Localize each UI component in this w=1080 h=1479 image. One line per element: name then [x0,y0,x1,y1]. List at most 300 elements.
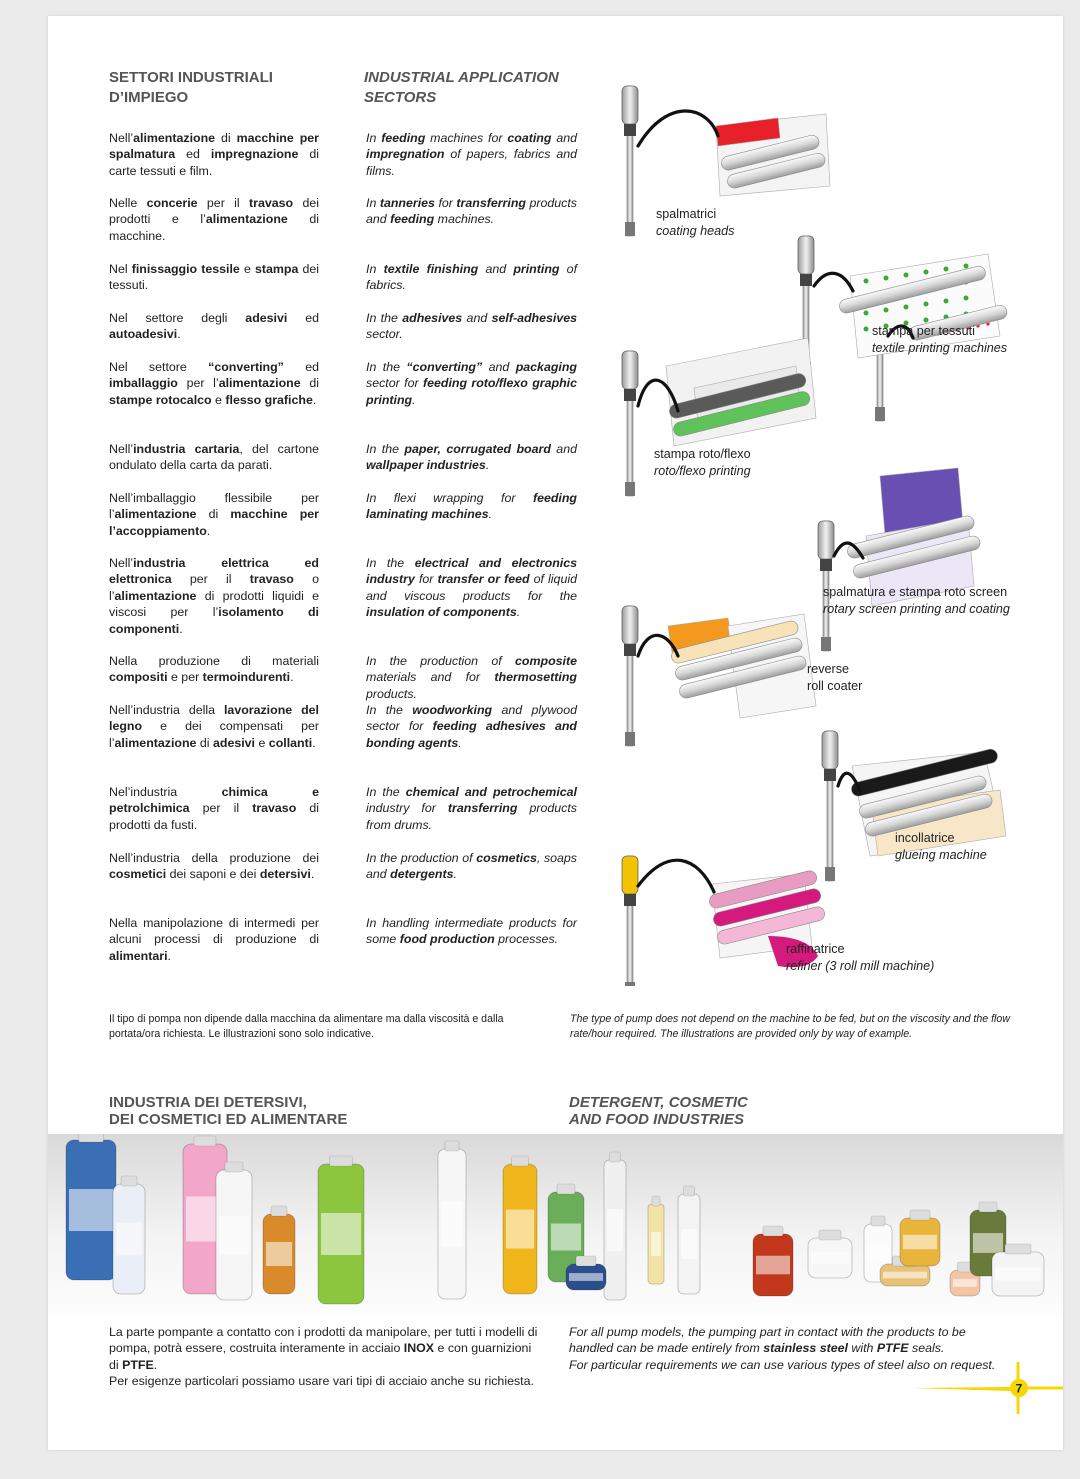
pump-motor [822,731,838,769]
bold-text: alimentazione [218,376,301,391]
bold-text: termoindurenti [202,670,291,685]
bold-text: travaso [249,572,294,587]
bold-text: macchine per spalmatura [109,131,320,162]
text: di macchine. [109,212,319,243]
text: dei tessuti. [109,262,320,293]
jar-liquid-soap-cap [271,1206,287,1216]
text: per il [189,801,253,816]
text: ed [175,147,211,162]
bottle-serum-pink-cap [684,1186,695,1196]
text: La parte pompante a contatto con i prodotti da manipolare, per tutti i modelli di pompa, potrà essere, costruita interamente in acciaio [109,1325,538,1356]
yogurt-cup-white-label [867,1244,889,1261]
bold-text: adesivi [212,735,256,750]
yogurt-cup-white-cap [871,1216,885,1226]
text: In the [366,442,405,456]
bold-text: transferring [447,801,518,816]
bold-text: chimica e petrolchimica [109,785,320,816]
text: . [206,523,211,538]
text: ed [283,360,319,374]
sector-paragraph-it [109,261,319,294]
text: per il [197,196,250,210]
print-dot [944,267,949,272]
print-dot [884,308,889,313]
cup-yogurt-label [811,1252,849,1264]
industry-title-it [109,1094,347,1128]
jar-cream-blue-cap [576,1256,596,1266]
products-photo [48,1134,1063,1316]
text: of papers, fabrics and films. [366,147,577,178]
text: Nell’industria della produzione dei [109,851,319,865]
bold-text: industria elettrica ed elettronica [109,556,319,587]
machine-label-reverse-roll [807,661,862,694]
jar-pickles-label [973,1233,1003,1253]
text: In the production of [366,654,516,668]
print-dot [924,318,929,323]
machine-label-en: glueing machine [895,847,987,862]
text: e [255,735,269,750]
text: o l’ [109,572,319,603]
text: Per esigenze particolari possiamo usare vari tipi di acciaio anche su richiesta. [109,1374,534,1389]
sector-paragraph-it [109,490,319,539]
text: per il [171,572,250,587]
pump-foot [625,732,635,746]
bold-text: feeding adhesives and bonding agents [366,719,577,750]
bold-text: food production [399,932,495,947]
text: ed [287,311,319,325]
bold-text: adesivi [245,311,288,325]
pump [622,606,638,746]
text: e dei compensati per l’ [109,719,319,750]
pump-valve [624,389,636,401]
cup-dessert-cap [1005,1244,1031,1254]
text: seals. [908,1341,945,1356]
machine-label-it: raffinatrice [786,942,845,956]
machine-label-it: stampa roto/flexo [654,447,751,461]
sector-paragraph-it [109,555,319,637]
bold-text: paper, corrugated board [404,442,551,456]
pump-foot [821,637,831,651]
it-title-line1: SETTORI INDUSTRIALI [109,69,273,86]
bold-text: cosmetics [476,851,537,865]
machine-label-en: textile printing machines [872,340,1008,355]
text: In [366,262,384,276]
machine-label-refiner [786,941,934,974]
sector-paragraph-it [109,850,319,883]
machine-label-en: roto/flexo printing [654,463,751,478]
pump-valve [820,559,832,571]
bold-text: packaging [515,360,577,374]
print-dot [904,273,909,278]
print-dot [884,276,889,281]
industry-title-it-line1: INDUSTRIA DEI DETERSIVI, [109,1094,307,1111]
bold-text: “converting” [406,360,483,374]
print-dot [964,264,969,269]
jar-liquid-soap-label [266,1242,292,1266]
print-dot [964,296,969,301]
pump-valve [824,769,836,781]
jar-pickles-cap [979,1202,997,1212]
text: Nell’ [109,442,134,456]
machine-label-en: refiner (3 roll mill machine) [786,958,935,973]
machine-label-it: stampa per tessuti [872,324,975,338]
bold-text: lavorazione del legno [109,703,319,734]
page-number: 7 [1015,1381,1023,1396]
pump-valve [624,644,636,656]
text: sector. [366,327,403,342]
sector-paragraph-en [366,702,577,751]
machine-label-it: incollatrice [895,831,955,845]
bold-text: stainless steel [763,1341,848,1356]
text: For particular requirements we can use various types of steel also on request. [569,1357,996,1372]
sector-paragraph-en [366,359,577,408]
bottle-pink-softener-cap [194,1136,216,1146]
jar-jam-red-cap [763,1226,783,1236]
sector-paragraph-it [109,784,319,833]
pump-foot [625,482,635,496]
machine-label-rotary-screen [823,584,1010,617]
bottle-cosmetic-green-cap [557,1184,575,1194]
jar-cream-blue-label [569,1273,603,1281]
text: , del cartone ondulato della carta da parati. [109,442,319,473]
sector-paragraph-it [109,359,319,408]
sector-paragraph-it [109,915,319,964]
bold-text: adhesives [402,311,463,325]
text: . [485,458,490,473]
text: e per [167,670,203,685]
bold-text: chemical and petrochemical [405,785,577,799]
bold-text: transfer or feed [437,572,530,587]
sector-paragraph-en [366,130,577,179]
page-number-line [912,1387,1018,1391]
bold-text: INOX [403,1341,435,1356]
sector-paragraph-it [109,195,319,244]
bold-text: autoadesivi [109,327,178,342]
text: In handling intermediate products for some [366,916,577,947]
text: di [196,507,231,522]
text: and plywood sector for [366,703,577,734]
text: . [167,948,171,963]
machine-label-en: coating heads [656,223,735,238]
industry-title-it-line2: DEI COSMETICI ED ALIMENTARE [109,1111,348,1128]
bold-text: self-adhesives [491,311,577,325]
text: In the [366,703,413,717]
bottle-detergent-blue-cap [79,1134,104,1142]
hose [638,111,718,146]
sector-paragraph-it [109,702,319,751]
tube-cosmetic-label [441,1202,463,1247]
bottle-green-spray-cap [330,1156,353,1166]
tube-cosmetic-cap [445,1141,459,1151]
sector-paragraph-en [366,490,577,523]
text: and [482,360,516,374]
bold-text: isolamento di componenti [109,605,319,636]
text: di [215,131,237,145]
pump-motor [622,856,638,894]
text: . [310,867,315,882]
text: dei prodotti e l’ [109,196,319,227]
text: di carte tessuti e film. [109,147,320,178]
text: e [239,262,255,276]
text: In the production of [366,851,477,865]
text: and [551,131,577,145]
text: In the [366,556,415,570]
bold-text: detersivi [259,867,311,882]
print-dot [864,327,869,332]
bottle-green-spray-label [321,1213,361,1255]
pump-foot [625,222,635,236]
text: Nella manipolazione di intermedi per alcuni processi di produzione di [109,916,319,947]
bottle-tall-white-label [607,1209,623,1251]
bold-text: woodworking [412,703,493,717]
text: . [412,392,416,407]
text: and [478,262,514,276]
note-italian: Il tipo di pompa non dipende dalla macchina da alimentare ma dalla viscosità e dalla portata/ora richiesta. Le illustrazioni sono solo indicative. [109,1013,504,1040]
pump-foot [825,867,835,881]
pump-motor [622,606,638,644]
footer-paragraph-it [109,1324,541,1390]
machine-label-en: roll coater [807,678,863,693]
bold-text: stampe rotocalco [109,392,212,407]
text: dei saponi e dei [166,867,260,882]
text: sector for [366,376,423,391]
bold-text: feeding roto/flexo graphic printing [366,376,577,407]
bold-text: feeding [390,212,435,227]
it-title-line2: D’IMPIEGO [109,89,189,106]
text: In [366,131,382,145]
text: with [847,1341,877,1356]
text: products and [366,196,577,227]
text: . [458,735,462,750]
bold-text: compositi [109,670,168,685]
text: machines for [425,131,508,145]
machine-label-en: rotary screen printing and coating [823,601,1010,616]
pump [622,856,638,986]
machine-illustrations [608,66,1058,986]
text: In the [366,785,406,799]
text: of liquid and viscous products for the [366,572,577,603]
bold-text: macchine per l’accoppiamento [109,507,320,538]
sector-paragraph-en [366,441,577,474]
print-dot [904,305,909,310]
text: Nel’industria [109,785,222,799]
text: . [453,867,457,882]
cup-dessert-label [995,1267,1041,1280]
bottle-serum-pink-label [681,1229,697,1259]
bold-text: composite [515,654,577,668]
text: Nell’ [109,556,134,570]
bold-text: alimentazione [133,131,216,145]
pump-motor [622,351,638,389]
pump-valve [624,124,636,136]
print-dot [924,270,929,275]
text: In the [366,311,403,325]
bowl-food-label [883,1272,927,1279]
bold-text: tanneries [379,196,435,210]
text: . [312,392,317,407]
bold-text: cosmetici [109,867,167,882]
text: . [290,670,294,685]
text: . [177,327,181,342]
text: . [179,621,183,636]
jar-preserve-small-label [953,1279,977,1287]
bottle-white-cream-label [219,1216,249,1255]
bottle-detergent-blue-label [69,1189,113,1231]
text: e [211,392,226,407]
note-english: The type of pump does not depend on the machine to be fed, but on the viscosity and the flow rate/hour required. The illustrations are provided only by way of example. [570,1013,1010,1040]
jar-jam-red-label [756,1256,790,1275]
bold-text: feeding [381,131,426,145]
bold-text: imballaggio [109,376,178,391]
sector-paragraph-en [366,653,577,702]
jar-honey-cap [910,1210,930,1220]
text: products. [366,686,417,701]
text: . [312,735,316,750]
hose [638,860,714,892]
bold-text: flesso grafiche [225,392,313,407]
bold-text: impregnazione [210,147,299,162]
bold-text: feeding laminating machines [366,491,577,522]
pump-foot [625,982,635,986]
text: e con guarnizioni di [109,1341,532,1372]
text: For all pump models, the pumping part in contact with the products to be handled can be made entirely from [569,1325,966,1356]
bold-text: insulation of components [366,605,517,620]
text: and [462,311,492,325]
sector-paragraph-it [109,653,319,686]
pump-valve [624,894,636,906]
pump [622,351,638,496]
bottle-white-cleaner-label [116,1223,142,1256]
hose [814,273,853,291]
sector-paragraph-en [366,195,577,228]
machine-label-it: spalmatura e stampa roto screen [823,585,1008,599]
bold-text: electrical and electronics industry [366,556,577,587]
sector-paragraph-en [366,850,577,883]
bold-text: concerie [146,196,198,210]
text: , soaps and [366,851,578,882]
sector-paragraph-en [366,915,577,948]
bottle-cosmetic-green-label [551,1224,581,1251]
sector-paragraph-it [109,310,319,343]
print-dot [944,299,949,304]
bold-text: alimentazione [114,735,197,750]
text: Nell’imballaggio flessibile per l’ [109,491,319,522]
bold-text: travaso [249,196,294,210]
page-number-marker [910,1360,1063,1416]
industry-title-en-line1: DETERGENT, COSMETIC [569,1094,748,1111]
text: Nell’industria della [109,703,224,717]
bold-text: industria cartaria [133,442,240,456]
text: products from drums. [366,801,578,832]
bold-text: collanti [268,735,313,750]
text: Nel settore [109,360,209,374]
it-section-title [109,68,339,108]
text: . [516,605,521,620]
bold-text: alimentazione [205,212,288,227]
bottle-shampoo-yellow-label [506,1210,534,1249]
bold-text: PTFE [122,1357,154,1372]
text: Nel [109,262,132,276]
pump-foot [875,407,885,421]
bold-text: finissaggio tessile [131,262,240,276]
text: Nel settore degli [109,311,246,325]
bold-text: thermosetting [494,670,577,685]
bold-text: alimentazione [114,588,197,603]
bottle-white-cleaner-cap [121,1176,137,1186]
sector-paragraph-en [366,784,577,833]
print-dot [924,302,929,307]
industry-title-en-line2: AND FOOD INDUSTRIES [569,1111,745,1128]
bottle-tall-white-cap [610,1152,621,1162]
bold-text: textile finishing [383,262,479,276]
bold-text: detergents [390,867,454,882]
pump-motor [798,236,814,274]
text: per l’ [177,376,219,391]
text: di [300,376,319,391]
en-section-title [364,68,624,108]
pump [822,731,838,881]
machine-label-it: reverse [807,662,849,676]
sector-paragraph-en [366,555,577,621]
text: di prodotti liquidi e viscosi per l’ [109,588,319,620]
bold-text: stampa [254,262,299,276]
en-title-line2: SECTORS [364,89,437,106]
text: machines. [434,212,495,227]
text: In flexi wrapping for [366,491,533,505]
bold-text: impregnation [366,147,445,162]
pump-motor [818,521,834,559]
print-dot [864,311,869,316]
text: In the [366,360,407,374]
cup-yogurt-cap [819,1230,841,1240]
bold-text: alimentazione [114,507,197,522]
text: . [153,1357,158,1372]
sector-paragraph-it [109,130,319,179]
bold-text: printing [513,262,560,276]
pump [622,86,638,236]
text: materials and for [366,670,495,685]
industry-title-en [569,1094,748,1128]
text: In [366,196,380,210]
text: processes. [494,932,559,947]
jar-honey-label [903,1235,937,1249]
sector-paragraph-en [366,310,577,343]
print-dot [864,279,869,284]
bold-text: travaso [252,801,297,816]
text: for [414,572,438,587]
bold-text: coating [507,131,552,145]
text: Nell’ [109,131,134,145]
machine-label-glueing [895,830,987,863]
machine-label-coating-heads [656,206,734,239]
bold-text: wallpaper industries [366,458,486,473]
machine-label-it: spalmatrici [656,207,717,221]
text: di [196,735,213,750]
bottle-perfume-cap [652,1196,660,1206]
machine-label-roto-flexo [654,446,751,479]
bold-text: alimentari [109,948,168,963]
sector-paragraph-it [109,441,319,474]
text: industry for [366,801,448,816]
pump-motor [622,86,638,124]
text: Nella produzione di materiali [109,654,319,668]
pump-valve [800,274,812,286]
text: . [488,507,493,522]
bold-text: “converting” [208,360,284,374]
machine-label-textile-printing [872,323,1007,356]
text: di prodotti da fusti. [109,801,319,832]
en-title-line1: INDUSTRIAL APPLICATION [364,69,559,86]
bottle-perfume-label [651,1232,661,1256]
